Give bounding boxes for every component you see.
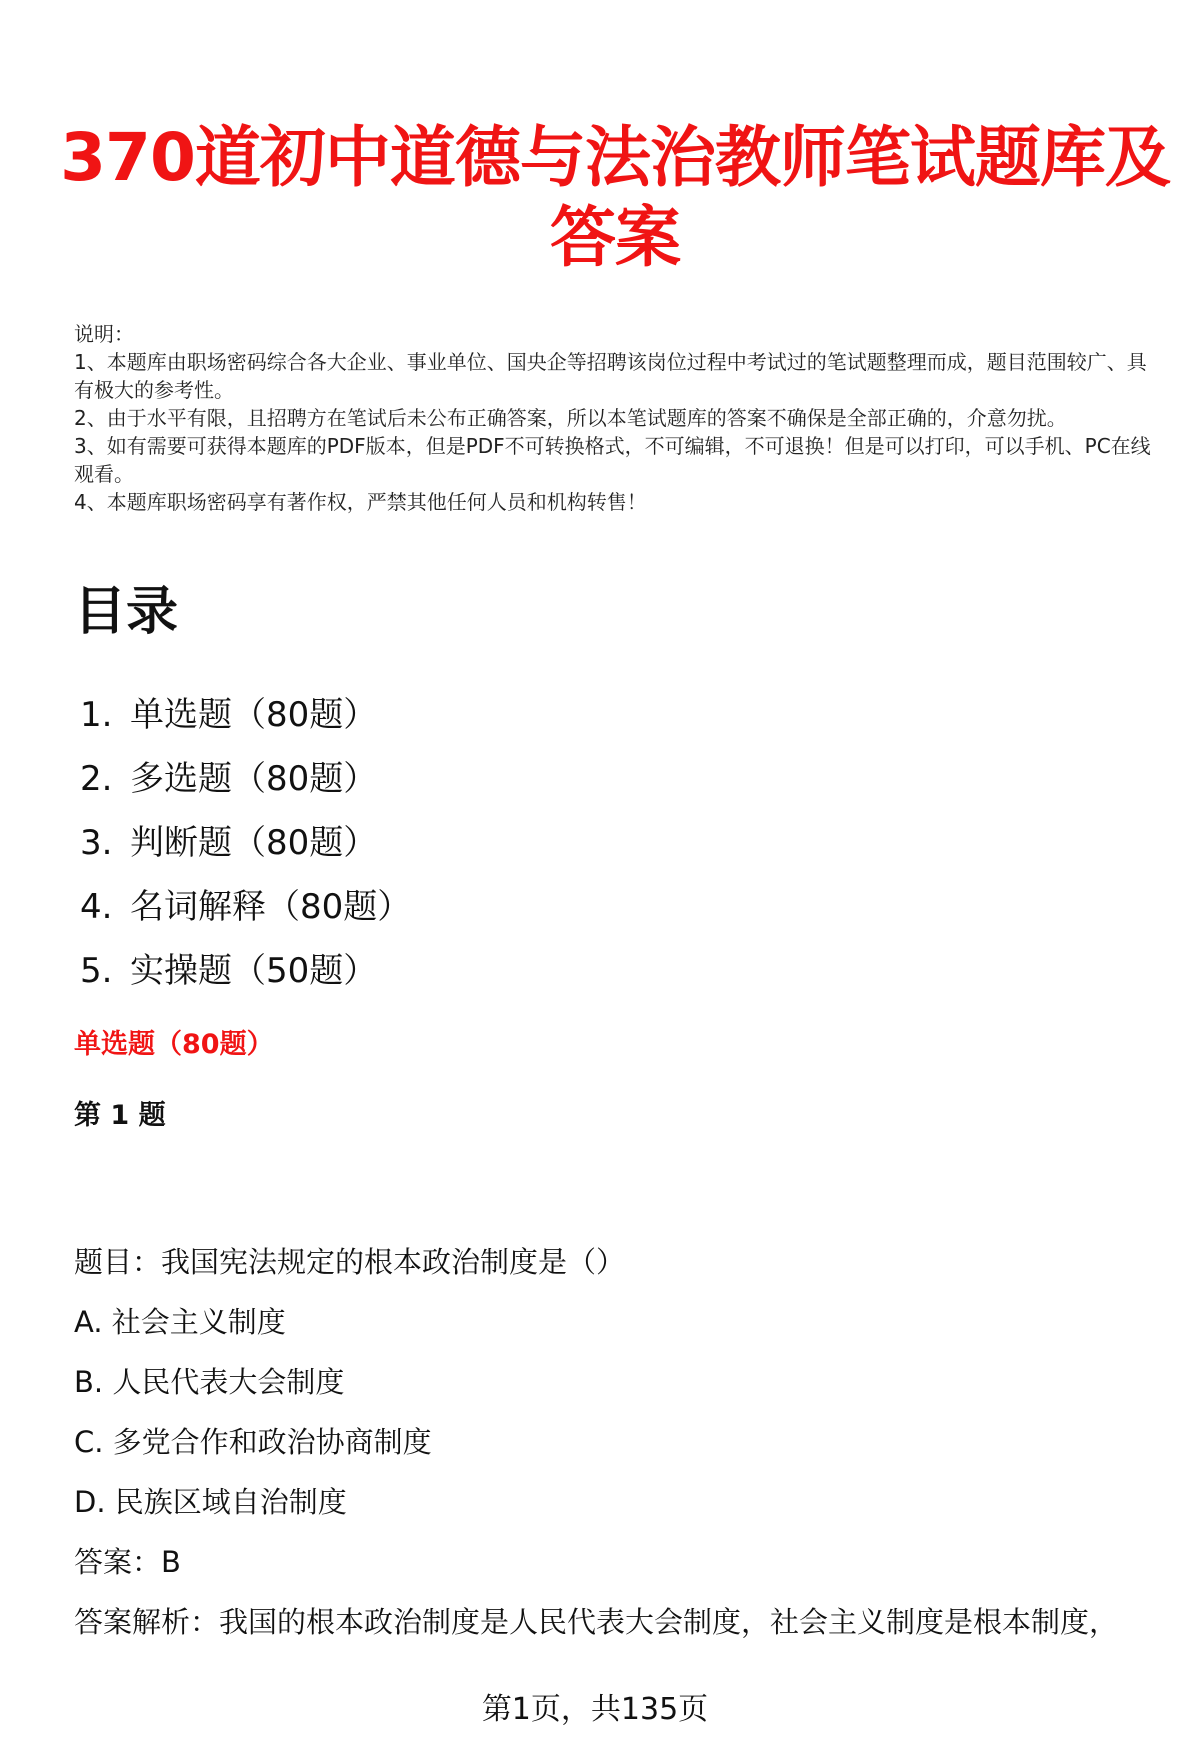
table-of-contents — [80, 683, 411, 1003]
page-footer: 第1页，共135页 — [481, 1692, 709, 1727]
question-stem: 题目：我国宪法规定的根本政治制度是（） — [74, 1245, 626, 1279]
note-item-3: 3、如有需要可获得本题库的PDF版本，但是PDF不可转换格式，不可编辑，不可退换！但是可以打印，可以手机、PC在线观看。 — [74, 434, 1151, 486]
question-option-b: B. 人民代表大会制度 — [74, 1365, 345, 1399]
question-option-a: A. 社会主义制度 — [74, 1305, 286, 1339]
toc-heading: 目录 — [74, 582, 179, 642]
note-item-1: 1、本题库由职场密码综合各大企业、事业单位、国央企等招聘该岗位过程中考试过的笔试题整理而成，题目范围较广、具有极大的参考性。 — [74, 350, 1147, 402]
toc-item-label: 单选题（80题） — [130, 695, 378, 735]
toc-item-number: 2. — [80, 759, 113, 799]
question-answer: 答案：B — [74, 1545, 181, 1579]
toc-item-label: 名词解释（80题） — [130, 887, 412, 927]
toc-item[interactable] — [80, 811, 411, 875]
toc-item-label: 多选题（80题） — [130, 759, 378, 799]
toc-item-number: 5. — [80, 951, 113, 991]
document-title: 370道初中道德与法治教师笔试题库及答案 — [60, 119, 1170, 276]
section-heading: 单选题（80题） — [74, 1029, 274, 1060]
notes-block — [74, 320, 1154, 516]
toc-item-number: 3. — [80, 823, 113, 863]
toc-item[interactable] — [80, 875, 411, 939]
note-item-2: 2、由于水平有限，且招聘方在笔试后未公布正确答案，所以本笔试题库的答案不确保是全部正确的，介意勿扰。 — [74, 406, 1067, 430]
toc-item-label: 判断题（80题） — [130, 823, 378, 863]
question-explanation: 答案解析：我国的根本政治制度是人民代表大会制度，社会主义制度是根本制度， — [74, 1605, 1119, 1639]
note-item-4: 4、本题库职场密码享有著作权，严禁其他任何人员和机构转售！ — [74, 490, 647, 514]
toc-item[interactable] — [80, 939, 411, 1003]
question-option-c: C. 多党合作和政治协商制度 — [74, 1425, 432, 1459]
toc-item-number: 1. — [80, 695, 113, 735]
toc-item-label: 实操题（50题） — [130, 951, 378, 991]
question-number: 第 1 题 — [74, 1100, 166, 1131]
question-option-d: D. 民族区域自治制度 — [74, 1485, 347, 1519]
toc-item[interactable] — [80, 747, 411, 811]
notes-label: 说明： — [74, 322, 134, 346]
toc-item-number: 4. — [80, 887, 113, 927]
question-block — [74, 1240, 1164, 1660]
toc-item[interactable] — [80, 683, 411, 747]
